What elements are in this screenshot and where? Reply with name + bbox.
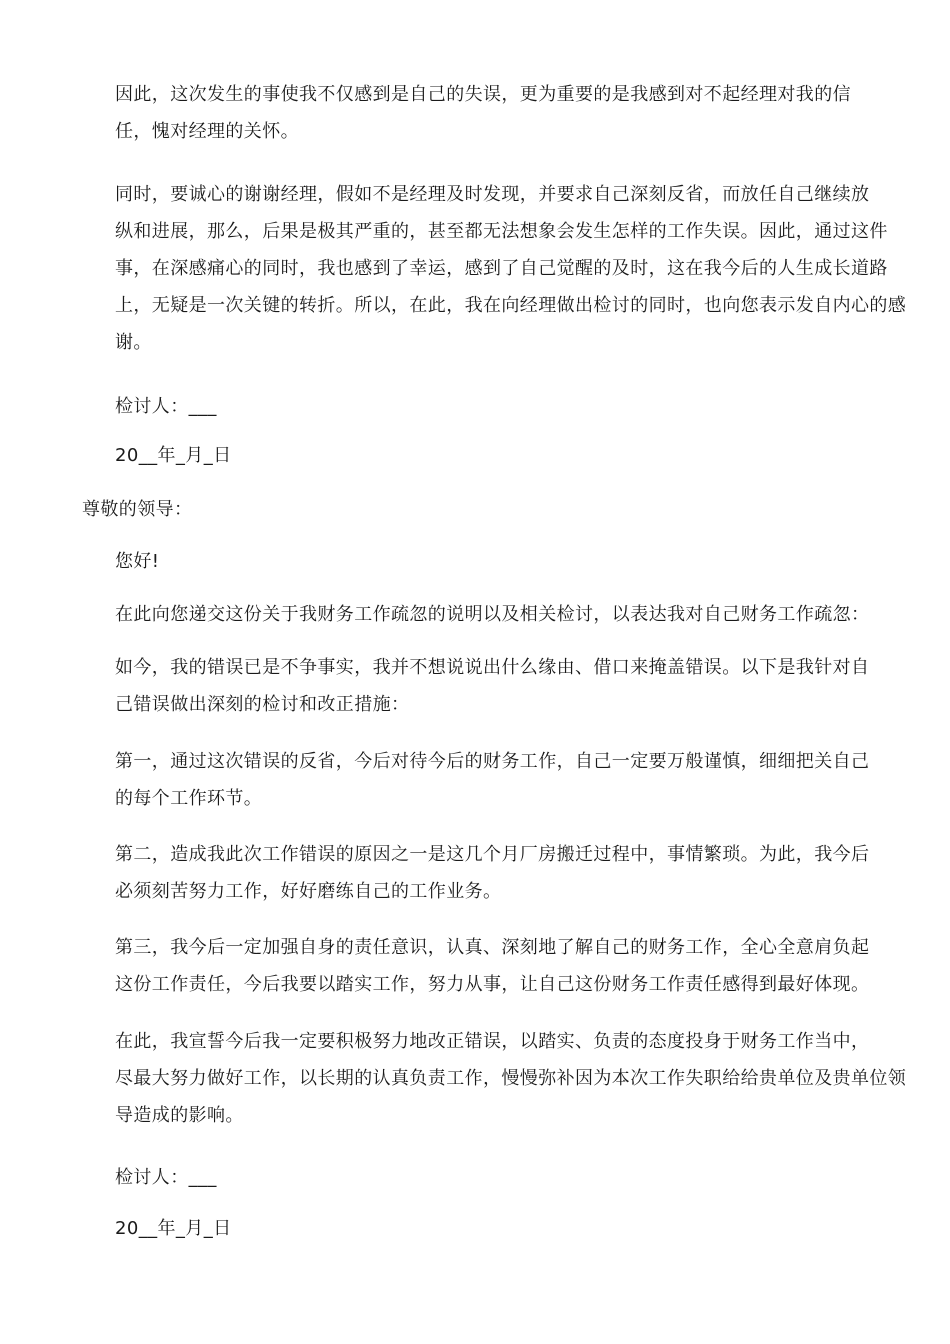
signature-line <box>82 1159 862 1196</box>
paragraph-apology-reason <box>82 76 862 150</box>
text-line: 20__年_月_日 <box>115 1218 232 1239</box>
text-line: 导造成的影响。 <box>115 1105 244 1126</box>
text-line: 20__年_月_日 <box>115 445 232 466</box>
signature-line <box>82 388 862 425</box>
text-line: 第三，我今后一定加强自身的责任意识，认真、深刻地了解自己的财务工作，全心全意肩负起 <box>115 937 870 958</box>
greeting <box>82 543 862 580</box>
text-line: 必须刻苦努力工作，好好磨练自己的工作业务。 <box>115 881 502 902</box>
paragraph-admission <box>82 649 870 723</box>
paragraph-point-two <box>82 836 870 910</box>
text-line: 第二，造成我此次工作错误的原因之一是这几个月厂房搬迁过程中，事情繁琐。为此，我今后 <box>115 844 870 865</box>
text-line: 第一，通过这次错误的反省，今后对待今后的财务工作，自己一定要万般谨慎，细细把关自己 <box>115 751 870 772</box>
text-line: 己错误做出深刻的检讨和改正措施： <box>115 694 410 715</box>
text-line: 如今，我的错误已是不争事实，我并不想说说出什么缘由、借口来掩盖错误。以下是我针对自 <box>115 657 870 678</box>
paragraph-point-three <box>82 929 870 1003</box>
text-line: 上，无疑是一次关键的转折。所以，在此，我在向经理做出检讨的同时，也向您表示发自内心的感 <box>115 295 907 316</box>
date-line <box>82 437 862 474</box>
text-line: 尽最大努力做好工作，以长期的认真负责工作，慢慢弥补因为本次工作失职给给贵单位及贵单位领 <box>115 1068 907 1089</box>
text-line: 在此向您递交这份关于我财务工作疏忽的说明以及相关检讨，以表达我对自己财务工作疏忽： <box>115 604 870 625</box>
text-line: 因此，这次发生的事使我不仅感到是自己的失误，更为重要的是我感到对不起经理对我的信 <box>115 84 851 105</box>
paragraph-point-one <box>82 743 870 817</box>
text-line: 任，愧对经理的关怀。 <box>115 121 299 142</box>
paragraph-pledge <box>82 1023 907 1134</box>
text-line: 的每个工作环节。 <box>115 788 263 809</box>
paragraph-intro <box>82 596 870 633</box>
text-line: 尊敬的领导： <box>82 499 193 520</box>
text-line: 检讨人：___ <box>115 396 217 417</box>
text-line: 事，在深感痛心的同时，我也感到了幸运，感到了自己觉醒的及时，这在我今后的人生成长道路 <box>115 258 888 279</box>
text-line: 您好! <box>115 551 160 572</box>
text-line: 同时，要诚心的谢谢经理，假如不是经理及时发现，并要求自己深刻反省，而放任自己继续放 <box>115 184 870 205</box>
text-line: 检讨人：___ <box>115 1167 217 1188</box>
text-line: 纵和进展，那么，后果是极其严重的，甚至都无法想象会发生怎样的工作失误。因此，通过这件 <box>115 221 888 242</box>
text-line: 谢。 <box>115 332 152 353</box>
salutation <box>82 491 862 528</box>
text-line: 这份工作责任，今后我要以踏实工作，努力从事，让自己这份财务工作责任感得到最好体现。 <box>115 974 870 995</box>
text-line: 在此，我宣誓今后我一定要积极努力地改正错误，以踏实、负责的态度投身于财务工作当中， <box>115 1031 870 1052</box>
paragraph-thanks-manager <box>82 176 907 361</box>
date-line <box>82 1210 862 1247</box>
